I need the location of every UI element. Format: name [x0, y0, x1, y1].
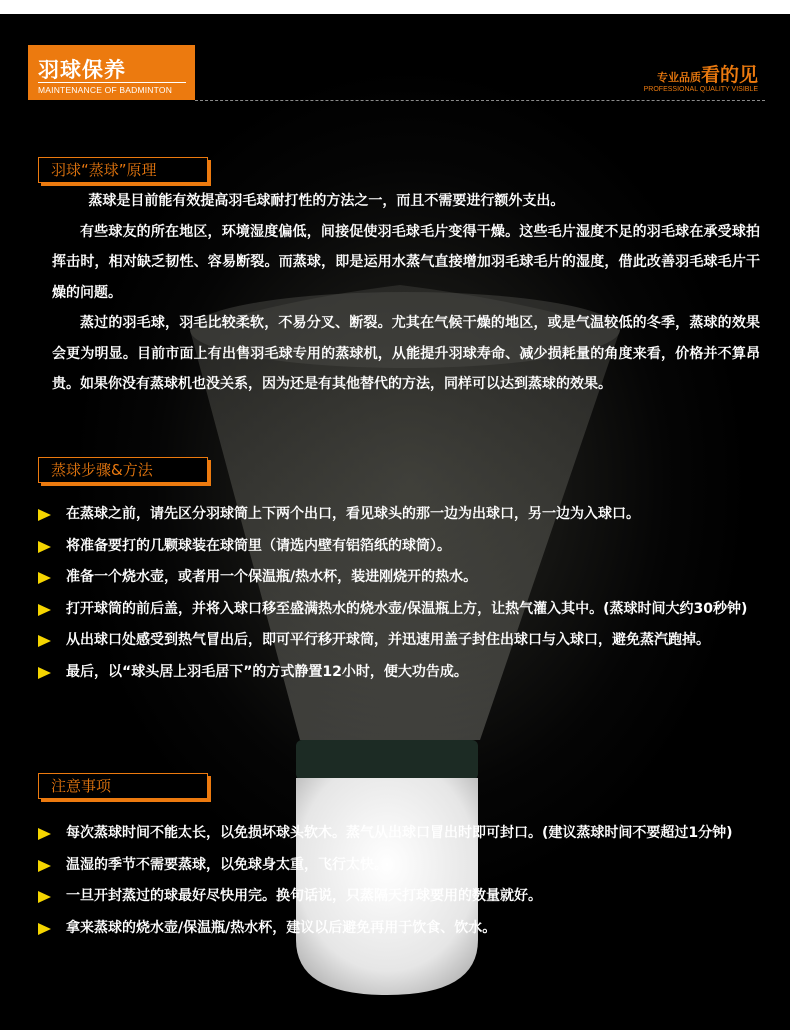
header-dashed-line — [195, 100, 765, 101]
list-item: 最后，以“球头居上羽毛居下”的方式静置12小时，便大功告成。 — [38, 658, 763, 687]
list-item: 将准备要打的几颗球装在球筒里（请选内壁有铝箔纸的球筒）。 — [38, 532, 763, 561]
list-item: 一旦开封蒸过的球最好尽快用完。换句话说，只蒸隔天打球要用的数量就好。 — [38, 882, 763, 911]
notes-list — [38, 819, 763, 945]
list-item: 在蒸球之前，请先区分羽球筒上下两个出口，看见球头的那一边为出球口，另一边为入球口。 — [38, 500, 763, 529]
section-label-notes: 注意事项 — [38, 773, 208, 799]
bullet-triangle-icon — [38, 667, 51, 679]
quality-small-text: 专业品质 — [656, 71, 701, 84]
list-item: 准备一个烧水壶，或者用一个保温瓶/热水杯，装进刚烧开的热水。 — [38, 563, 763, 592]
bullet-triangle-icon — [38, 541, 51, 553]
bullet-triangle-icon — [38, 828, 51, 840]
list-item: 温湿的季节不需要蒸球，以免球身太重，飞行太快。 — [38, 851, 763, 880]
bullet-triangle-icon — [38, 635, 51, 647]
principle-text — [52, 186, 760, 400]
header-divider — [38, 82, 186, 83]
quality-sub-text: PROFESSIONAL QUALITY VISIBLE — [643, 86, 758, 93]
bullet-triangle-icon — [38, 923, 51, 935]
steps-list — [38, 500, 763, 689]
principle-paragraph: 蒸球是目前能有效提高羽毛球耐打性的方法之一，而且不需要进行额外支出。 — [88, 193, 565, 209]
page-title: 羽球保养 — [38, 58, 126, 82]
list-item: 拿来蒸球的烧水壶/保温瓶/热水杯，建议以后避免再用于饮食、饮水。 — [38, 914, 763, 943]
quality-big-text: 看的见 — [700, 64, 758, 86]
list-item: 从出球口处感受到热气冒出后，即可平行移开球筒，并迅速用盖子封住出球口与入球口，避免蒸汽跑掉。 — [38, 626, 763, 655]
bullet-triangle-icon — [38, 860, 51, 872]
list-item: 每次蒸球时间不能太长，以免损坏球头软木。蒸气从出球口冒出时即可封口。(建议蒸球时间不要超过1分钟) — [38, 819, 763, 848]
quality-slogan — [644, 60, 758, 93]
section-label-steps: 蒸球步骤&方法 — [38, 457, 208, 483]
list-item: 打开球筒的前后盖，并将入球口移至盛满热水的烧水壶/保温瓶上方，让热气灌入其中。(蒸球时间大约30秒钟) — [38, 595, 763, 624]
bullet-triangle-icon — [38, 509, 51, 521]
page-subtitle: MAINTENANCE OF BADMINTON — [38, 85, 173, 95]
bullet-triangle-icon — [38, 891, 51, 903]
bullet-triangle-icon — [38, 604, 51, 616]
principle-paragraph: 蒸过的羽毛球，羽毛比较柔软，不易分叉、断裂。尤其在气候干燥的地区，或是气温较低的冬季，蒸球的效果会更为明显。目前市面上有出售羽毛球专用的蒸球机，从能提升羽球寿命、减少损耗量的角度来看，价格并不算昂贵。如果你没有蒸球机也没关系，因为还是有其他替代的方法，同样可以达到蒸球的效果。 — [52, 315, 760, 392]
principle-paragraph: 有些球友的所在地区，环境湿度偏低，间接促使羽毛球毛片变得干燥。这些毛片湿度不足的羽毛球在承受球拍挥击时，相对缺乏韧性、容易断裂。而蒸球，即是运用水蒸气直接增加羽毛球毛片的湿度，借此改善羽毛球毛片干燥的问题。 — [52, 223, 760, 301]
section-label-principle: 羽球“蒸球”原理 — [38, 157, 208, 183]
bullet-triangle-icon — [38, 572, 51, 584]
